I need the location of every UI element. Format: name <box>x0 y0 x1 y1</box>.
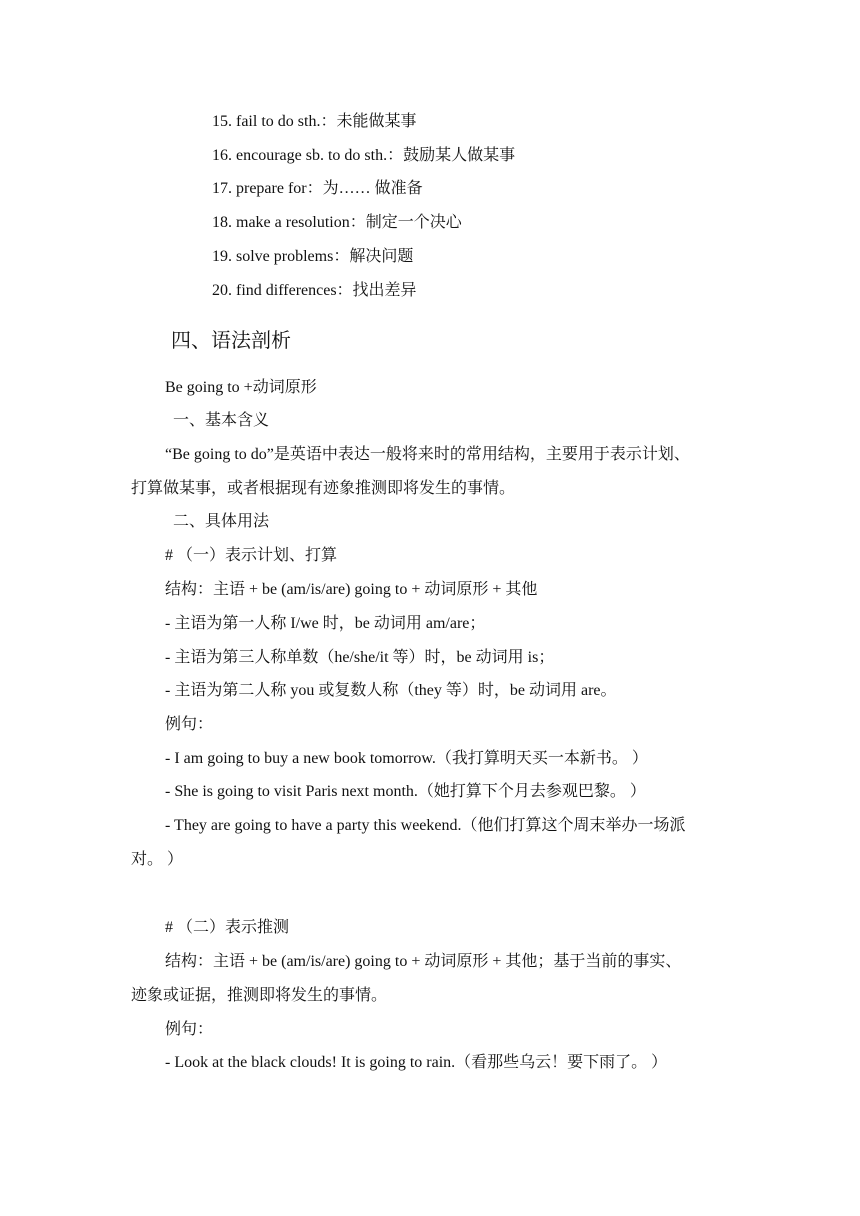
sub1-example-3-wrap: 对。 ） <box>131 851 184 868</box>
vocab-item-16: 16. encourage sb. to do sth.：鼓励某人做某事 <box>212 147 516 164</box>
sub2-heading: # （二）表示推测 <box>165 919 290 936</box>
vocab-item-19: 19. solve problems：解决问题 <box>212 248 414 265</box>
sub1-rule-2: - 主语为第三人称单数（he/she/it 等）时，be 动词用 is； <box>165 649 555 666</box>
sub2-structure-line2: 迹象或证据，推测即将发生的事情。 <box>131 987 388 1004</box>
sub1-heading: # （一）表示计划、打算 <box>165 547 338 564</box>
vocab-item-15: 15. fail to do sth.：未能做某事 <box>212 113 417 130</box>
sub2-examples-label: 例句： <box>165 1021 214 1038</box>
sub1-examples-label: 例句： <box>165 716 214 733</box>
vocab-item-18: 18. make a resolution：制定一个决心 <box>212 214 462 231</box>
sub1-example-3: - They are going to have a party this weekend.（他们打算这个周末举办一场派 <box>165 817 686 834</box>
part1-paragraph-line1: “Be going to do”是英语中表达一般将来时的常用结构，主要用于表示计划、 <box>165 446 690 463</box>
grammar-title: Be going to +动词原形 <box>165 379 317 396</box>
sub1-structure: 结构：主语 + be (am/is/are) going to + 动词原形 + 其他 <box>165 581 538 598</box>
vocab-item-20: 20. find differences：找出差异 <box>212 282 417 299</box>
sub1-rule-1: - 主语为第一人称 I/we 时，be 动词用 am/are； <box>165 615 486 632</box>
sub2-structure-line1: 结构：主语 + be (am/is/are) going to + 动词原形 + 其他；基于当前的事实、 <box>165 953 682 970</box>
part1-paragraph-line2: 打算做某事，或者根据现有迹象推测即将发生的事情。 <box>131 480 516 497</box>
sub2-example-1: - Look at the black clouds! It is going to rain.（看那些乌云！要下雨了。 ） <box>165 1054 668 1071</box>
vocab-item-17: 17. prepare for：为…… 做准备 <box>212 180 423 197</box>
section-heading: 四、语法剖析 <box>171 330 291 352</box>
part2-heading: 二、具体用法 <box>173 513 270 530</box>
sub1-rule-3: - 主语为第二人称 you 或复数人称（they 等）时，be 动词用 are。 <box>165 682 617 699</box>
sub1-example-2: - She is going to visit Paris next month.（她打算下个月去参观巴黎。 ） <box>165 783 646 800</box>
sub1-example-1: - I am going to buy a new book tomorrow.（我打算明天买一本新书。 ） <box>165 750 648 767</box>
part1-heading: 一、基本含义 <box>173 412 270 429</box>
